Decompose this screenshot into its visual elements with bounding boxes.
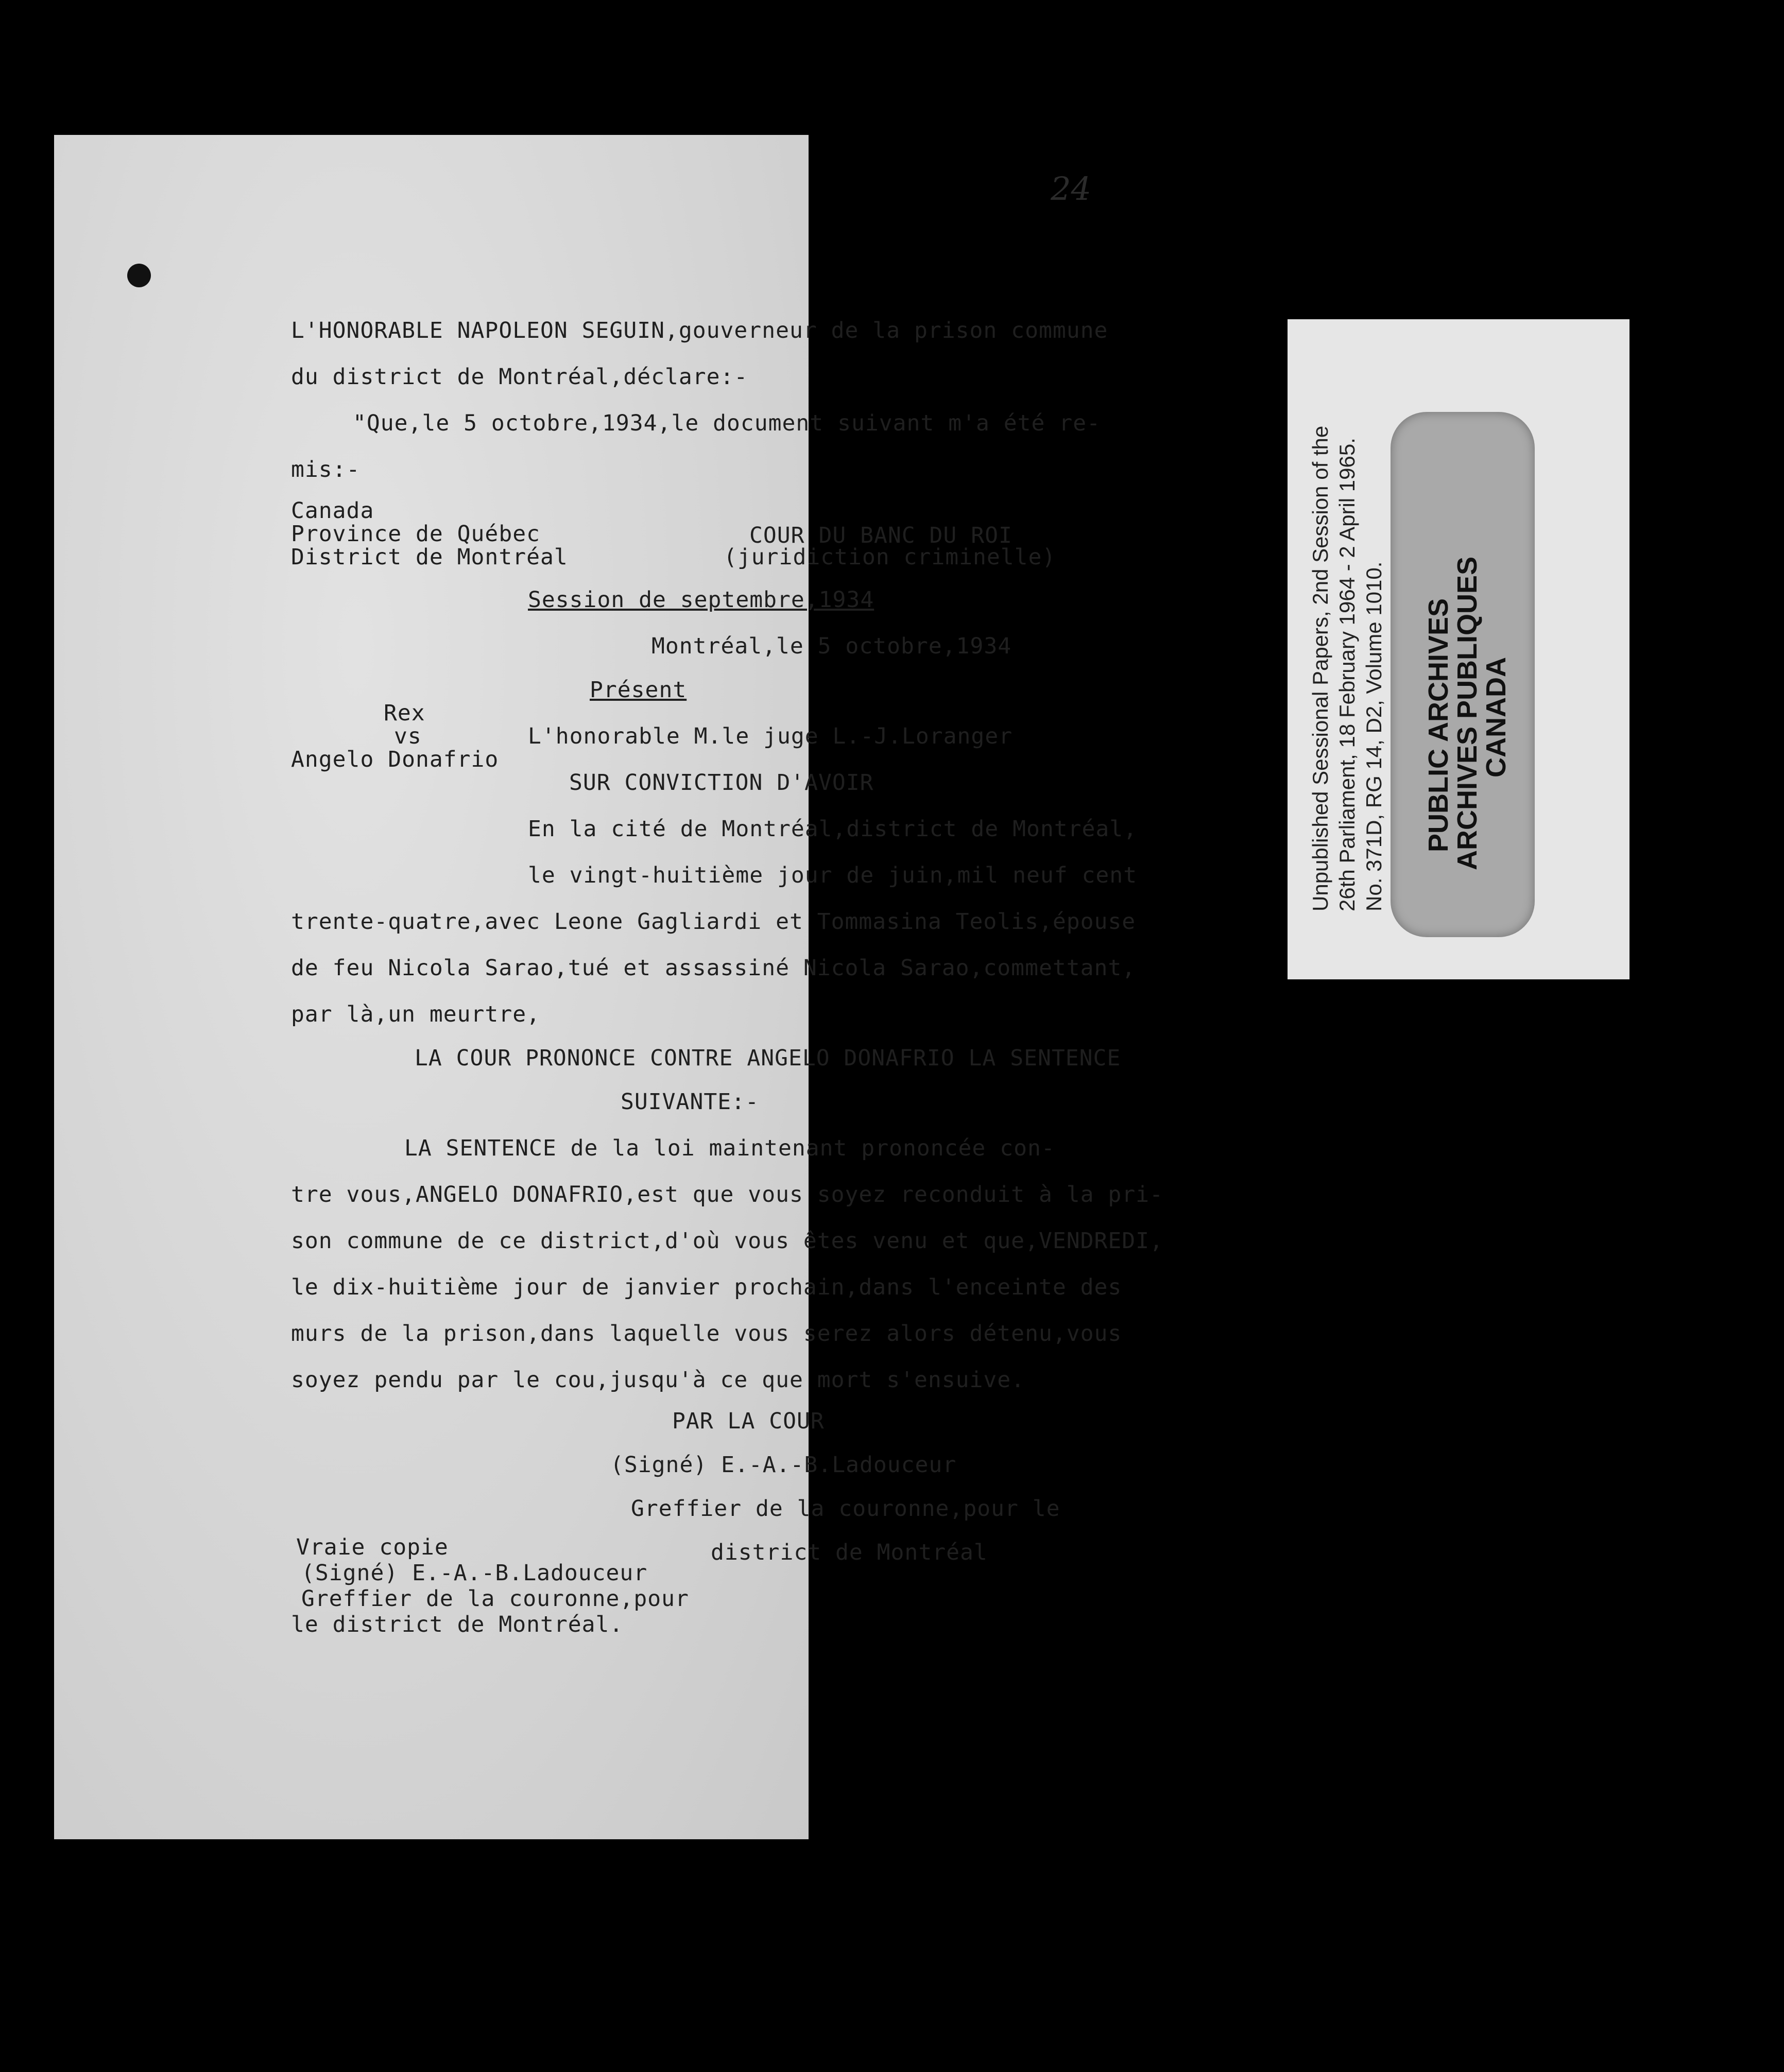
sentence-heading: LA COUR PRONONCE CONTRE ANGELO DONAFRIO LA SENTENCE	[415, 1045, 1121, 1071]
body-line: "Que,le 5 octobre,1934,le document suivant m'a été re-	[353, 410, 1101, 436]
archive-label-line: No. 371D, RG 14, D2, Volume 1010.	[1362, 561, 1386, 911]
stamp-line: CANADA	[1481, 657, 1512, 778]
body-line: L'HONORABLE NAPOLEON SEGUIN,gouverneur de la prison commune	[291, 318, 1108, 343]
page-number: 24	[1051, 170, 1091, 208]
session-title: Session de septembre,1934	[528, 587, 874, 613]
archive-stamp	[1391, 412, 1535, 937]
stamp-line: ARCHIVES PUBLIQUES	[1452, 556, 1483, 870]
body-line: mis:-	[291, 457, 361, 482]
body-line: du district de Montréal,déclare:-	[291, 364, 748, 390]
body-line: le dix-huitième jour de janvier prochain,dans l'enceinte des	[291, 1274, 1122, 1300]
signature-block: (Signé) E.-A.-B.Ladouceur	[610, 1452, 957, 1478]
court-jurisdiction: (juridiction criminelle)	[724, 544, 1056, 570]
judge-line: L'honorable M.le juge L.-J.Loranger	[528, 723, 1013, 749]
case-versus: vs	[394, 723, 422, 749]
jurisdiction-line: District de Montréal	[291, 544, 568, 570]
case-party: Angelo Donafrio	[291, 747, 499, 772]
body-line: le vingt-huitième jour de juin,mil neuf cent	[528, 862, 1138, 888]
true-copy-line: Vraie copie	[296, 1534, 449, 1560]
body-line: LA SENTENCE de la loi maintenant prononcée con-	[404, 1135, 1055, 1161]
court-name: COUR DU BANC DU ROI	[749, 523, 1013, 548]
conviction-heading: SUR CONVICTION D'AVOIR	[569, 770, 874, 796]
sentence-heading: SUIVANTE:-	[621, 1089, 759, 1115]
body-line: trente-quatre,avec Leone Gagliardi et Tommasina Teolis,épouse	[291, 909, 1136, 935]
case-party: Rex	[384, 700, 425, 726]
stamp-line: PUBLIC ARCHIVES	[1423, 598, 1454, 852]
body-line: son commune de ce district,d'où vous êtes venu et que,VENDREDI,	[291, 1228, 1163, 1254]
body-line: soyez pendu par le cou,jusqu'à ce que mort s'ensuive.	[291, 1367, 1025, 1393]
body-line: En la cité de Montréal,district de Montréal,	[528, 816, 1138, 842]
date-line: Montréal,le 5 octobre,1934	[651, 633, 1012, 659]
archive-label-line: 26th Parliament, 18 February 1964 - 2 April 1965.	[1335, 438, 1359, 911]
archive-label-line: Unpublished Sessional Papers, 2nd Session of the	[1308, 425, 1332, 911]
present-heading: Présent	[590, 677, 687, 703]
jurisdiction-line: Canada	[291, 498, 374, 524]
body-line: de feu Nicola Sarao,tué et assassiné Nicola Sarao,commettant,	[291, 955, 1136, 981]
true-copy-line: Greffier de la couronne,pour	[301, 1586, 689, 1612]
signature-block: Greffier de la couronne,pour le	[631, 1496, 1060, 1522]
true-copy-line: (Signé) E.-A.-B.Ladouceur	[301, 1560, 648, 1586]
true-copy-line: le district de Montréal.	[291, 1612, 624, 1637]
signature-block: PAR LA COUR	[672, 1408, 825, 1434]
body-line: par là,un meurtre,	[291, 1002, 540, 1027]
jurisdiction-line: Province de Québec	[291, 521, 540, 547]
archive-label	[1288, 319, 1629, 979]
body-line: tre vous,ANGELO DONAFRIO,est que vous soyez reconduit à la pri-	[291, 1182, 1163, 1207]
body-line: murs de la prison,dans laquelle vous serez alors détenu,vous	[291, 1321, 1122, 1346]
punch-hole	[127, 264, 151, 287]
signature-block: district de Montréal	[711, 1540, 988, 1565]
